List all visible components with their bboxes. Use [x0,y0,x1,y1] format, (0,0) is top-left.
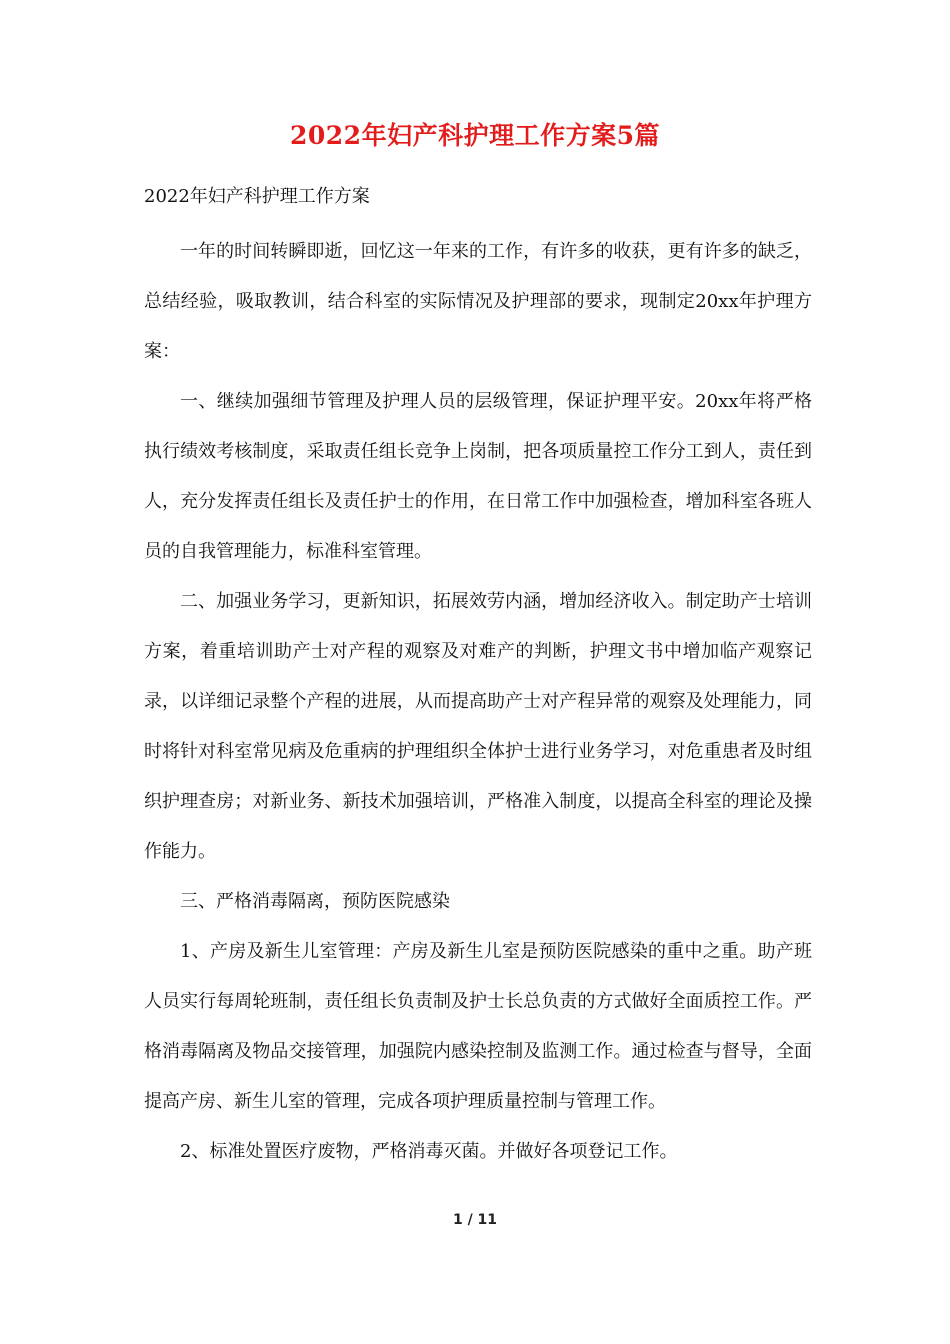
paragraph-section-1: 一、继续加强细节管理及护理人员的层级管理，保证护理平安。20xx年将严格执行绩效考核制度，采取责任组长竞争上岗制，把各项质量控工作分工到人，责任到人，充分发挥责任组长及责任护士的作用，在日常工作中加强检查，增加科室各班人员的自我管理能力，标准科室管理。 [144,391,812,562]
document-body [144,176,812,1177]
paragraph-section-3-heading: 三、严格消毒隔离，预防医院感染 [180,891,450,912]
page-number: 1 / 11 [452,1212,498,1228]
paragraph-item-2: 2、标准处置医疗废物，严格消毒灭菌。并做好各项登记工作。 [180,1141,678,1162]
paragraph-section-2: 二、加强业务学习，更新知识，拓展效劳内涵，增加经济收入。制定助产士培训方案，着重培训助产士对产程的观察及对难产的判断，护理文书中增加临产观察记录，以详细记录整个产程的进展，从而提高助产士对产程异常的观察及处理能力，同时将针对科室常见病及危重病的护理组织全体护士进行业务学习，对危重患者及时组织护理查房；对新业务、新技术加强培训，严格准入制度，以提高全科室的理论及操作能力。 [144,591,812,862]
paragraph-item-1: 1、产房及新生儿室管理：产房及新生儿室是预防医院感染的重中之重。助产班人员实行每周轮班制，责任组长负责制及护士长总负责的方式做好全面质控工作。严格消毒隔离及物品交接管理，加强院内感染控制及监测工作。通过检查与督导，全面提高产房、新生儿室的管理，完成各项护理质量控制与管理工作。 [144,941,812,1112]
document-subtitle: 2022年妇产科护理工作方案 [144,186,370,207]
paragraph-intro: 一年的时间转瞬即逝，回忆这一年来的工作，有许多的收获，更有许多的缺乏，总结经验，吸取教训，结合科室的实际情况及护理部的要求，现制定20xx年护理方案： [144,241,812,362]
document-title: 2022年妇产科护理工作方案5篇 [290,121,660,150]
